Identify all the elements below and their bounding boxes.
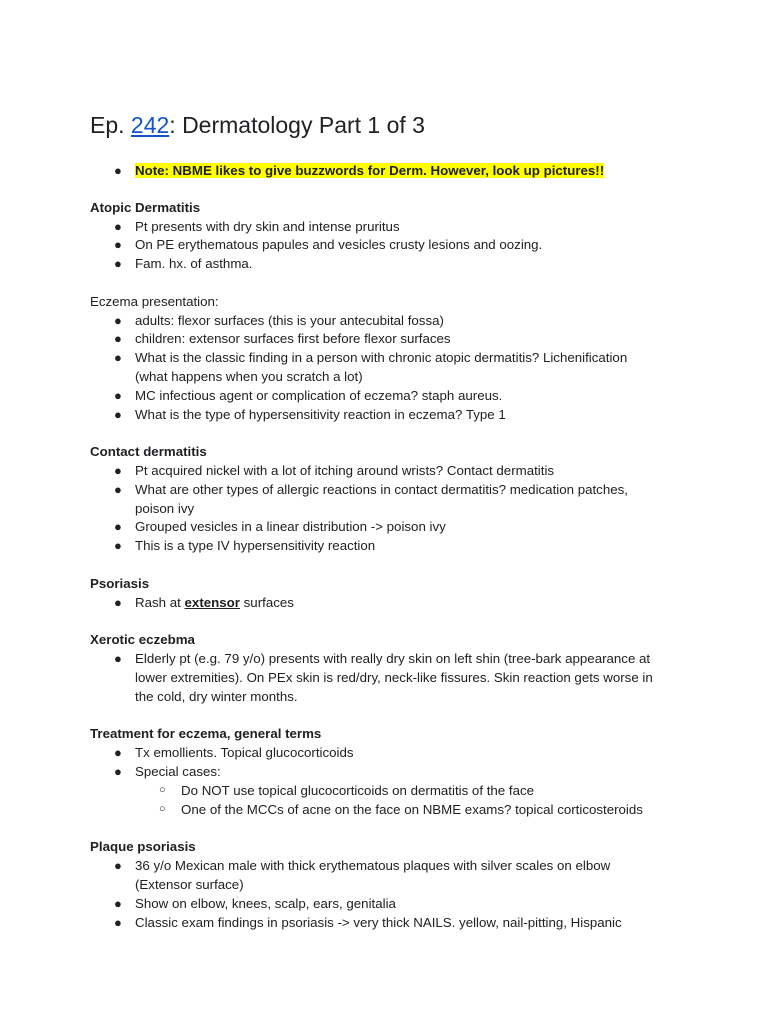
list-item: On PE erythematous papules and vesicles crusty lesions and oozing. [135,237,543,252]
page-title [90,109,425,141]
text-run: Rash at [135,595,185,610]
list-item: What is the classic finding in a person with chronic atopic dermatitis? Lichenification [135,350,628,365]
list-item: This is a type IV hypersensitivity reaction [135,538,376,553]
list-item: Show on elbow, knees, scalp, ears, genitalia [135,896,396,911]
note-line [135,161,604,180]
list-item-continuation: the cold, dry winter months. [135,689,298,704]
list-item: Tx emollients. Topical glucocorticoids [135,745,354,760]
list-item: adults: flexor surfaces (this is your antecubital fossa) [135,313,444,328]
list-item: What are other types of allergic reactions in contact dermatitis? medication patches, [135,482,628,497]
list-item: Elderly pt (e.g. 79 y/o) presents with really dry skin on left shin (tree-bark appearance at [135,651,651,666]
section-heading-contact: Contact dermatitis [90,444,207,459]
sub-list-item: One of the MCCs of acne on the face on NBME exams? topical corticosteroids [181,802,643,817]
highlighted-note: Note: NBME likes to give buzzwords for Derm. However, look up pictures!! [135,163,605,178]
episode-link[interactable]: 242 [130,112,170,138]
list-item: MC infectious agent or complication of eczema? staph aureus. [135,388,503,403]
text-run: surfaces [239,595,294,610]
bullet-icon: ● [114,482,122,497]
list-item-continuation: (what happens when you scratch a lot) [135,369,363,384]
bullet-icon: ● [114,388,122,403]
list-item: Pt presents with dry skin and intense pruritus [135,219,400,234]
section-heading-atopic: Atopic Dermatitis [90,200,201,215]
sub-bullet-icon: ○ [159,784,166,796]
list-item: Special cases: [135,764,221,779]
sub-list-item: Do NOT use topical glucocorticoids on dermatitis of the face [181,783,535,798]
bullet-icon: ● [114,219,122,234]
bullet-icon: ● [114,350,122,365]
list-item-continuation: poison ivy [135,501,195,516]
bullet-icon: ● [114,896,122,911]
bullet-icon: ● [114,915,122,930]
title-suffix: : Dermatology Part 1 of 3 [169,112,425,138]
list-item: children: extensor surfaces first before flexor surfaces [135,331,451,346]
section-heading-psoriasis: Psoriasis [90,576,150,591]
bullet-icon: ● [114,256,122,271]
bullet-icon: ● [114,651,122,666]
bullet-icon: ● [114,163,122,178]
list-item: 36 y/o Mexican male with thick erythematous plaques with silver scales on elbow [135,858,611,873]
list-item-continuation: (Extensor surface) [135,877,244,892]
bullet-icon: ● [114,463,122,478]
sub-bullet-icon: ○ [159,803,166,815]
section-heading-treatment: Treatment for eczema, general terms [90,726,322,741]
list-item [135,593,294,612]
list-item: What is the type of hypersensitivity reaction in eczema? Type 1 [135,407,506,422]
section-heading-plaque: Plaque psoriasis [90,839,196,854]
bullet-icon: ● [114,745,122,760]
bullet-icon: ● [114,331,122,346]
title-prefix: Ep. [90,112,131,138]
underlined-text: extensor [184,595,240,610]
bullet-icon: ● [114,237,122,252]
list-item: Pt acquired nickel with a lot of itching around wrists? Contact dermatitis [135,463,555,478]
bullet-icon: ● [114,313,122,328]
section-heading-xerotic: Xerotic eczebma [90,632,195,647]
list-item: Grouped vesicles in a linear distribution -> poison ivy [135,519,446,534]
section-heading-eczema: Eczema presentation: [90,294,219,309]
list-item: Classic exam findings in psoriasis -> very thick NAILS. yellow, nail-pitting, Hispanic [135,915,622,930]
bullet-icon: ● [114,595,122,610]
bullet-icon: ● [114,519,122,534]
list-item-continuation: lower extremities). On PEx skin is red/dry, neck-like fissures. Skin reaction gets worse in [135,670,653,685]
bullet-icon: ● [114,858,122,873]
bullet-icon: ● [114,407,122,422]
bullet-icon: ● [114,764,122,779]
list-item: Fam. hx. of asthma. [135,256,253,271]
bullet-icon: ● [114,538,122,553]
